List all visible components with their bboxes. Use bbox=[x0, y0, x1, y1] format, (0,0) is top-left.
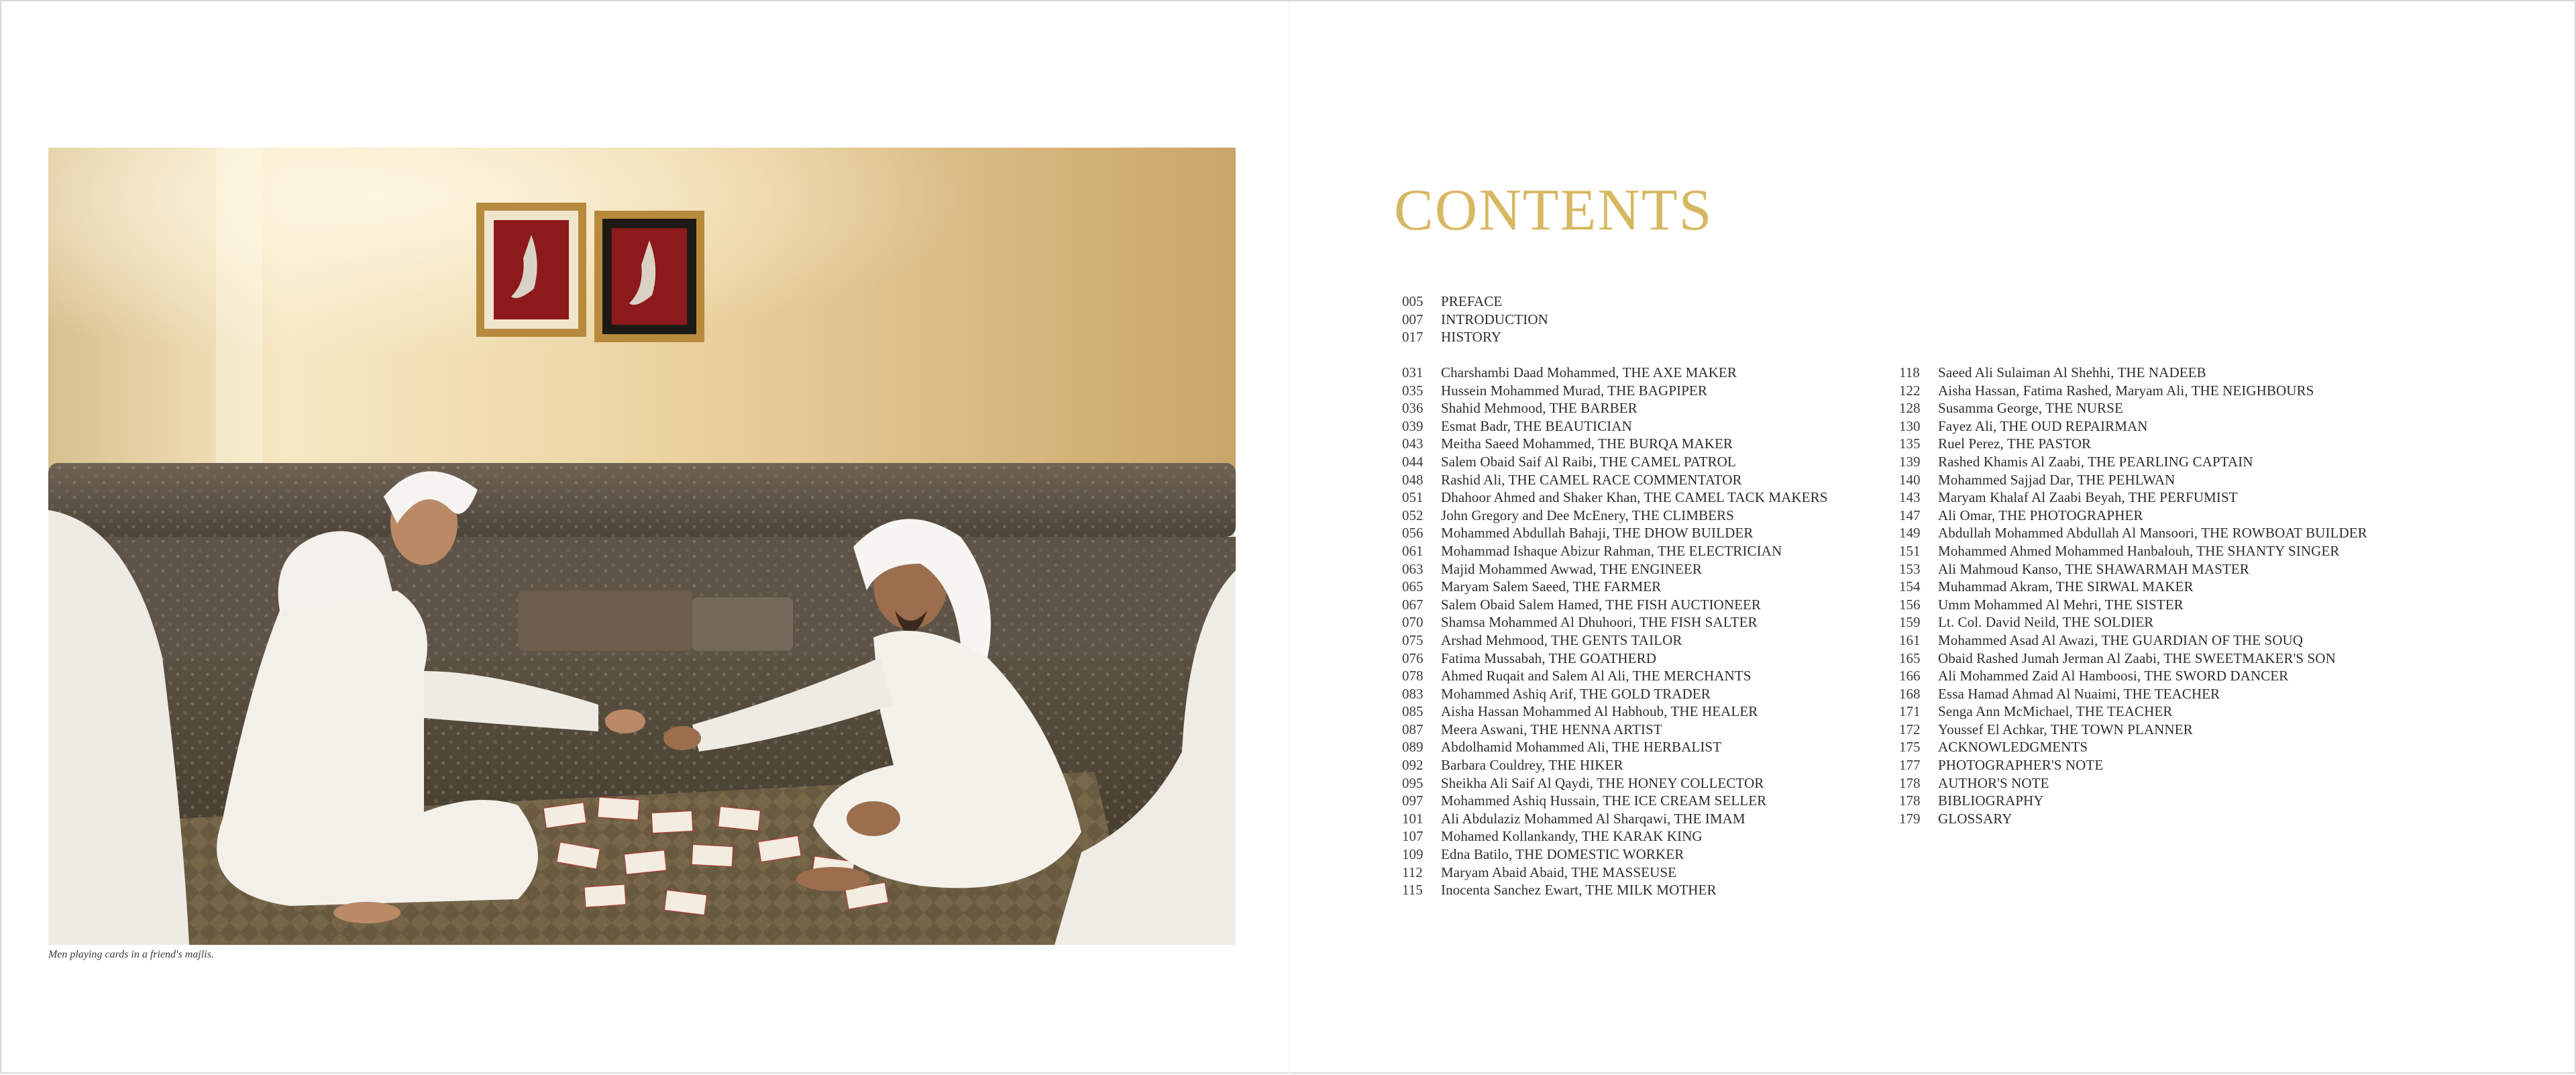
toc-entry bbox=[1899, 792, 2367, 810]
toc-entry-title: INTRODUCTION bbox=[1441, 311, 1548, 327]
contents-heading: CONTENTS bbox=[1394, 178, 1713, 243]
toc-entry-title: Rashed Khamis Al Zaabi, THE PEARLING CAPTAIN bbox=[1938, 453, 2253, 470]
toc-entry bbox=[1899, 399, 2367, 417]
toc-entry bbox=[1402, 489, 1828, 507]
toc-entry-title: Ali Omar, THE PHOTOGRAPHER bbox=[1938, 507, 2143, 523]
toc-page-number: 178 bbox=[1899, 774, 1921, 791]
toc-entry-title: Salem Obaid Salem Hamed, THE FISH AUCTIONEER bbox=[1441, 596, 1762, 613]
toc-entry-title: Ruel Perez, THE PASTOR bbox=[1938, 436, 2092, 452]
toc-page-number: 165 bbox=[1899, 650, 1921, 666]
toc-entry bbox=[1899, 631, 2367, 650]
toc-entry bbox=[1402, 703, 1828, 721]
toc-entry bbox=[1899, 382, 2367, 400]
toc-page-number: 095 bbox=[1402, 774, 1424, 791]
toc-entry bbox=[1899, 756, 2367, 774]
toc-entry-title: Meera Aswani, THE HENNA ARTIST bbox=[1441, 721, 1662, 737]
toc-page-number: 139 bbox=[1899, 453, 1921, 470]
toc-page-number: 070 bbox=[1402, 614, 1424, 631]
toc-entry bbox=[1899, 364, 2367, 382]
toc-page-number: 112 bbox=[1402, 864, 1423, 880]
toc-page-number: 109 bbox=[1402, 846, 1424, 863]
toc-entry-title: Majid Mohammed Awwad, THE ENGINEER bbox=[1441, 560, 1702, 577]
toc-entry bbox=[1402, 667, 1828, 685]
toc-entry-title: Shamsa Mohammed Al Dhuhoori, THE FISH SALTER bbox=[1441, 614, 1758, 631]
toc-page-number: 076 bbox=[1402, 650, 1424, 666]
toc-entry-title: Ali Mahmoud Kanso, THE SHAWARMAH MASTER bbox=[1938, 560, 2249, 577]
toc-entry bbox=[1899, 810, 2367, 828]
toc-page-number: 097 bbox=[1402, 792, 1424, 809]
toc-entry-title: Hussein Mohammed Murad, THE BAGPIPER bbox=[1441, 382, 1707, 399]
toc-entry-title: BIBLIOGRAPHY bbox=[1938, 792, 2044, 809]
toc-entry bbox=[1402, 578, 1828, 596]
toc-entry bbox=[1402, 827, 1828, 846]
toc-entry bbox=[1899, 417, 2367, 436]
toc-page-number: 035 bbox=[1402, 382, 1424, 399]
toc-entry bbox=[1402, 471, 1828, 489]
toc-entry-title: Abdolhamid Mohammed Ali, THE HERBALIST bbox=[1441, 739, 1722, 756]
toc-entry bbox=[1402, 881, 1828, 899]
toc-entry-title: PHOTOGRAPHER'S NOTE bbox=[1938, 757, 2104, 774]
toc-entry-title: Obaid Rashed Jumah Jerman Al Zaabi, THE SWEETMAKER'S SON bbox=[1938, 650, 2336, 666]
toc-page-number: 151 bbox=[1899, 542, 1921, 559]
toc-page-number: 154 bbox=[1899, 578, 1921, 595]
toc-entry bbox=[1899, 703, 2367, 721]
toc-page-number: 166 bbox=[1899, 668, 1921, 684]
toc-entry-title: Saeed Ali Sulaiman Al Shehhi, THE NADEEB bbox=[1938, 364, 2206, 380]
toc-entry-title: Fatima Mussabah, THE GOATHERD bbox=[1441, 650, 1656, 666]
toc-page-number: 171 bbox=[1899, 703, 1921, 720]
toc-page-number: 128 bbox=[1899, 400, 1921, 417]
toc-entry bbox=[1899, 435, 2367, 453]
toc-column-right bbox=[1899, 364, 2367, 827]
toc-entry-title: GLOSSARY bbox=[1938, 810, 2012, 827]
toc-entry-title: Sheikha Ali Saif Al Qaydi, THE HONEY COLLECTOR bbox=[1441, 774, 1764, 791]
toc-entry-title: Maryam Salem Saeed, THE FARMER bbox=[1441, 578, 1662, 595]
toc-entry bbox=[1402, 792, 1828, 810]
toc-entry bbox=[1402, 685, 1828, 703]
toc-entry bbox=[1402, 524, 1828, 542]
toc-entry-title: Lt. Col. David Neild, THE SOLDIER bbox=[1938, 614, 2154, 631]
toc-entry bbox=[1402, 311, 1548, 329]
toc-entry bbox=[1402, 756, 1828, 774]
toc-page-number: 089 bbox=[1402, 739, 1424, 756]
toc-page-number: 061 bbox=[1402, 542, 1424, 559]
toc-entry-title: Mohammed Ashiq Arif, THE GOLD TRADER bbox=[1441, 685, 1711, 702]
toc-entry-title: Mohammed Abdullah Bahaji, THE DHOW BUILDER bbox=[1441, 525, 1754, 542]
toc-page-number: 130 bbox=[1899, 417, 1921, 434]
toc-entry-title: PREFACE bbox=[1441, 293, 1503, 309]
toc-page-number: 107 bbox=[1402, 828, 1424, 845]
toc-page-number: 153 bbox=[1899, 560, 1921, 577]
toc-entry-title: Charshambi Daad Mohammed, THE AXE MAKER bbox=[1441, 364, 1737, 380]
toc-entry bbox=[1402, 846, 1828, 864]
toc-entry-title: Salem Obaid Saif Al Raibi, THE CAMEL PATROL bbox=[1441, 453, 1736, 470]
toc-entry bbox=[1402, 399, 1828, 417]
toc-entry bbox=[1402, 293, 1548, 311]
toc-entry bbox=[1899, 774, 2367, 792]
toc-page-number: 178 bbox=[1899, 792, 1921, 809]
toc-entry bbox=[1402, 631, 1828, 650]
toc-entry-title: HISTORY bbox=[1441, 329, 1502, 346]
toc-page-number: 043 bbox=[1402, 436, 1424, 452]
toc-entry-title: Shahid Mehmood, THE BARBER bbox=[1441, 400, 1638, 417]
toc-page-number: 075 bbox=[1402, 631, 1424, 648]
toc-page-number: 159 bbox=[1899, 614, 1921, 631]
toc-page-number: 036 bbox=[1402, 400, 1424, 417]
toc-page-number: 092 bbox=[1402, 757, 1424, 774]
toc-entry bbox=[1899, 471, 2367, 489]
toc-page-number: 063 bbox=[1402, 560, 1424, 577]
toc-front-matter bbox=[1402, 293, 1548, 346]
toc-entry-title: Ali Mohammed Zaid Al Hamboosi, THE SWORD DANCER bbox=[1938, 668, 2289, 684]
toc-entry-title: John Gregory and Dee McEnery, THE CLIMBERS bbox=[1441, 507, 1734, 523]
toc-entry bbox=[1402, 721, 1828, 739]
toc-entry bbox=[1402, 453, 1828, 471]
toc-entry-title: Rashid Ali, THE CAMEL RACE COMMENTATOR bbox=[1441, 471, 1742, 488]
toc-entry-title: Abdullah Mohammed Abdullah Al Mansoori, THE ROWBOAT BUILDER bbox=[1938, 525, 2367, 542]
toc-entry bbox=[1899, 650, 2367, 668]
toc-entry bbox=[1899, 489, 2367, 507]
toc-page-number: 147 bbox=[1899, 507, 1921, 523]
toc-entry bbox=[1402, 435, 1828, 453]
toc-page-number: 175 bbox=[1899, 739, 1921, 756]
toc-page-number: 161 bbox=[1899, 631, 1921, 648]
toc-entry bbox=[1402, 328, 1548, 346]
toc-page-number: 115 bbox=[1402, 882, 1423, 899]
toc-page-number: 078 bbox=[1402, 668, 1424, 684]
toc-entry bbox=[1899, 560, 2367, 578]
toc-page-number: 140 bbox=[1899, 471, 1921, 488]
toc-entry-title: Umm Mohammed Al Mehri, THE SISTER bbox=[1938, 596, 2184, 613]
toc-entry-title: Youssef El Achkar, THE TOWN PLANNER bbox=[1938, 721, 2193, 737]
toc-entry bbox=[1899, 667, 2367, 685]
toc-entry bbox=[1402, 613, 1828, 631]
toc-entry bbox=[1402, 650, 1828, 668]
toc-page-number: 087 bbox=[1402, 721, 1424, 737]
toc-entry-title: Senga Ann McMichael, THE TEACHER bbox=[1938, 703, 2173, 720]
toc-entry bbox=[1899, 613, 2367, 631]
toc-entry-title: Maryam Khalaf Al Zaabi Beyah, THE PERFUMIST bbox=[1938, 489, 2238, 506]
toc-entry-title: Maryam Abaid Abaid, THE MASSEUSE bbox=[1441, 864, 1677, 880]
toc-entry-title: Aisha Hassan Mohammed Al Habhoub, THE HEALER bbox=[1441, 703, 1758, 720]
toc-entry bbox=[1899, 721, 2367, 739]
toc-entry-title: Arshad Mehmood, THE GENTS TAILOR bbox=[1441, 631, 1682, 648]
toc-entry bbox=[1402, 507, 1828, 525]
toc-page-number: 101 bbox=[1402, 810, 1424, 827]
toc-entry bbox=[1899, 524, 2367, 542]
toc-page-number: 065 bbox=[1402, 578, 1424, 595]
toc-entry-title: Susamma George, THE NURSE bbox=[1938, 400, 2123, 417]
toc-entry bbox=[1899, 596, 2367, 614]
toc-entry bbox=[1402, 382, 1828, 400]
toc-entry-title: Mohamed Kollankandy, THE KARAK KING bbox=[1441, 828, 1703, 845]
toc-page-number: 179 bbox=[1899, 810, 1921, 827]
toc-entry bbox=[1402, 542, 1828, 560]
toc-page-number: 085 bbox=[1402, 703, 1424, 720]
toc-entry-title: Edna Batilo, THE DOMESTIC WORKER bbox=[1441, 846, 1684, 863]
toc-page-number: 177 bbox=[1899, 757, 1921, 774]
toc-page-number: 039 bbox=[1402, 417, 1424, 434]
toc-entry bbox=[1899, 685, 2367, 703]
toc-page-number: 118 bbox=[1899, 364, 1920, 380]
toc-page-number: 083 bbox=[1402, 685, 1424, 702]
toc-entry bbox=[1402, 864, 1828, 882]
toc-entry-title: ACKNOWLEDGMENTS bbox=[1938, 739, 2088, 756]
toc-entry-title: Inocenta Sanchez Ewart, THE MILK MOTHER bbox=[1441, 882, 1717, 899]
toc-entry-title: Ahmed Ruqait and Salem Al Ali, THE MERCHANTS bbox=[1441, 668, 1752, 684]
toc-page-number: 172 bbox=[1899, 721, 1921, 737]
toc-entry-title: AUTHOR'S NOTE bbox=[1938, 774, 2049, 791]
toc-page-number: 156 bbox=[1899, 596, 1921, 613]
photo-caption: Men playing cards in a friend's majlis. bbox=[48, 949, 214, 960]
toc-page-number: 143 bbox=[1899, 489, 1921, 506]
toc-entry bbox=[1402, 738, 1828, 756]
toc-entry bbox=[1402, 417, 1828, 436]
toc-entry bbox=[1402, 596, 1828, 614]
toc-entry bbox=[1899, 453, 2367, 471]
toc-entry-title: Ali Abdulaziz Mohammed Al Sharqawi, THE IMAM bbox=[1441, 810, 1746, 827]
toc-entry-title: Mohammed Sajjad Dar, THE PEHLWAN bbox=[1938, 471, 2176, 488]
toc-entry bbox=[1899, 578, 2367, 596]
toc-entry-title: Fayez Ali, THE OUD REPAIRMAN bbox=[1938, 417, 2148, 434]
toc-entry-title: Mohammed Ashiq Hussain, THE ICE CREAM SELLER bbox=[1441, 792, 1767, 809]
toc-column-left bbox=[1402, 364, 1828, 899]
toc-entry-title: Mohammad Ishaque Abizur Rahman, THE ELECTRICIAN bbox=[1441, 542, 1782, 559]
toc-page-number: 052 bbox=[1402, 507, 1424, 523]
toc-page-number: 005 bbox=[1402, 293, 1424, 309]
toc-entry bbox=[1899, 738, 2367, 756]
toc-page-number: 051 bbox=[1402, 489, 1424, 506]
toc-entry-title: Mohammed Ahmed Mohammed Hanbalouh, THE SHANTY SINGER bbox=[1938, 542, 2340, 559]
toc-entry-title: Barbara Couldrey, THE HIKER bbox=[1441, 757, 1623, 774]
toc-entry bbox=[1402, 810, 1828, 828]
toc-page-number: 149 bbox=[1899, 525, 1921, 542]
toc-entry-title: Meitha Saeed Mohammed, THE BURQA MAKER bbox=[1441, 436, 1733, 452]
toc-entry-title: Aisha Hassan, Fatima Rashed, Maryam Ali, THE NEIGHBOURS bbox=[1938, 382, 2314, 399]
toc-entry bbox=[1899, 507, 2367, 525]
majlis-photograph bbox=[48, 148, 1236, 945]
toc-page-number: 031 bbox=[1402, 364, 1424, 380]
toc-entry-title: Mohammed Asad Al Awazi, THE GUARDIAN OF THE SOUQ bbox=[1938, 631, 2303, 648]
toc-entry-title: Muhammad Akram, THE SIRWAL MAKER bbox=[1938, 578, 2194, 595]
toc-entry-title: Essa Hamad Ahmad Al Nuaimi, THE TEACHER bbox=[1938, 685, 2220, 702]
toc-page-number: 135 bbox=[1899, 436, 1921, 452]
toc-page-number: 168 bbox=[1899, 685, 1921, 702]
toc-page-number: 048 bbox=[1402, 471, 1424, 488]
toc-entry bbox=[1402, 774, 1828, 792]
toc-page-number: 017 bbox=[1402, 329, 1424, 346]
toc-page-number: 056 bbox=[1402, 525, 1424, 542]
toc-entry bbox=[1402, 364, 1828, 382]
toc-page-number: 122 bbox=[1899, 382, 1921, 399]
toc-page-number: 067 bbox=[1402, 596, 1424, 613]
toc-entry-title: Esmat Badr, THE BEAUTICIAN bbox=[1441, 417, 1632, 434]
toc-page-number: 007 bbox=[1402, 311, 1424, 327]
page-gutter bbox=[1289, 1, 1290, 1075]
toc-page-number: 044 bbox=[1402, 453, 1424, 470]
toc-entry bbox=[1402, 560, 1828, 578]
toc-entry-title: Dhahoor Ahmed and Shaker Khan, THE CAMEL TACK MAKERS bbox=[1441, 489, 1828, 506]
toc-entry bbox=[1899, 542, 2367, 560]
